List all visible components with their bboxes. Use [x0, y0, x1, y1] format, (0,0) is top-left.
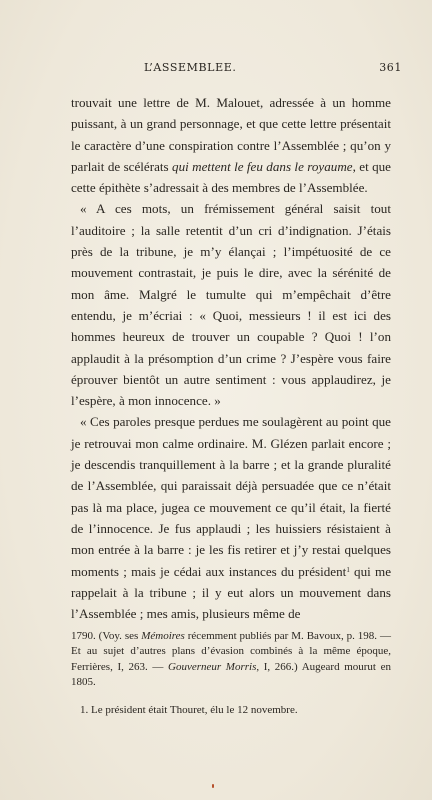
paragraph-3: « Ces paroles presque perdues me soulagèrent au point que je retrouvai mon calme ordinaire. M. Glézen parlait encore ; je descendis tranquillement à la barre ; et la grande pluralité de l’Assemblée, qui paraissait déjà persuadée que ce n’était pas là ma place, jugea ce mouvement ce qu’il était, la fierté de l’innocence. Je fus applaudi ; les huissiers résistaient à mon entrée à la barre : je les fis retirer et j’y restai quelques moments ; mais je cédai aux instances du président$^1$ qui me rappelait à la tribune ; il y eut alors un mouvement dans l’Assemblée ; mes amis, plusieurs même de — [71, 414, 392, 622]
main-text — [71, 92, 391, 624]
paragraph-1: trouvait une lettre de M. Malouet, adressée à un homme puissant, à un grand personnage, et que cette lettre présentait le caractère d’une conspiration contre l’Assemblée ; qu’on y parlait de scélérats qui mettent le feu dans le royaume, et que cette épithète s’adressait à des membres de l’Assemblée. — [71, 95, 391, 196]
footnotes — [71, 629, 391, 718]
footnote-continued: 1790. (Voy. ses Mémoires récemment publiés par M. Bavoux, p. 198. — Et au sujet d’autres plans d’évasion combinés à la même époque, Ferrières, I, 263. — Gouverneur Morris, I, 266.) Augeard mourut en 1805. — [71, 630, 391, 689]
ink-mark — [212, 784, 214, 788]
paragraph-2: « A ces mots, un frémissement général saisit tout l’auditoire ; la salle retentit d’un cri d’indignation. J’étais près de la tribune, je m’y élançai ; l’impétuosité de ce mouvement contrastait, je puis le dire, avec la sérénité de mon âme. Malgré le tumulte qui m’empêchait d’être entendu, je m’écriai : « Quoi, messieurs ! il est ici des hommes heureux de trouver un coupable ? Quoi ! l’on applaudit à la présomption d’un crime ? J’espère vous faire éprouver bientôt un autre sentiment : vous applaudirez, je l’espère, à mon innocence. » — [71, 201, 391, 409]
running-head — [60, 61, 402, 77]
page-number: 361 — [379, 61, 402, 74]
italic-quote: qui mettent le feu dans le royaume — [172, 158, 353, 174]
footnote-1: 1. Le président était Thouret, élu le 12 novembre. — [80, 703, 298, 716]
running-title: L’ASSEMBLEE. — [144, 61, 237, 74]
footnote-reference: 1 — [346, 565, 350, 574]
